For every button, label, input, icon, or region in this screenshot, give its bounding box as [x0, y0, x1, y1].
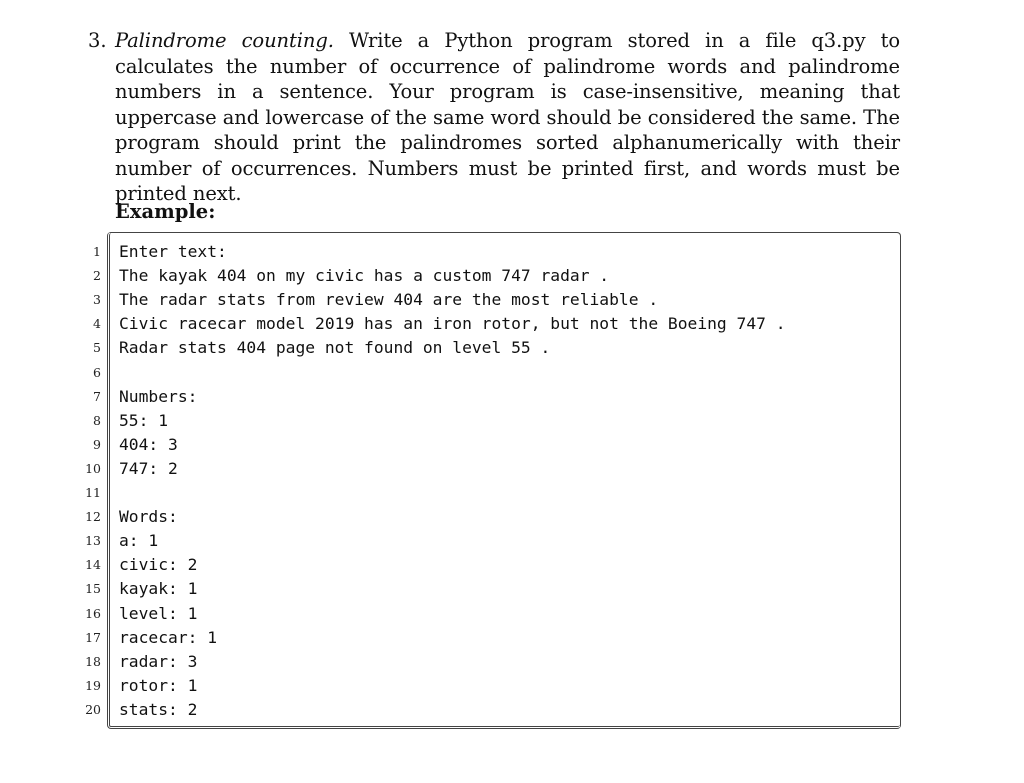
- code-text: racecar: 1: [119, 627, 218, 647]
- line-number: 5: [93, 340, 101, 356]
- line-number: 11: [85, 485, 101, 500]
- code-text: radar: 3: [119, 651, 198, 671]
- code-text: 747: 2: [119, 458, 178, 478]
- code-text: Enter text:: [119, 242, 227, 261]
- code-line: [93, 361, 900, 385]
- question-paragraph: [88, 28, 900, 207]
- code-text: Radar stats 404 page not found on level 55 .: [119, 338, 551, 358]
- code-line: [93, 385, 900, 409]
- line-number: 8: [93, 412, 101, 428]
- code-line: [85, 650, 900, 674]
- code-text: The radar stats from review 404 are the most reliable .: [119, 290, 659, 310]
- code-line: [93, 240, 900, 264]
- code-line: [93, 409, 900, 433]
- code-line: [85, 698, 900, 722]
- question-title: Palindrome counting.: [115, 29, 334, 52]
- line-number: 4: [93, 316, 101, 332]
- code-line: [93, 288, 900, 312]
- code-text: kayak: 1: [119, 579, 198, 599]
- line-number: 13: [85, 533, 101, 549]
- code-text: Civic racecar model 2019 has an iron rotor, but not the Boeing 747 .: [119, 314, 786, 334]
- code-line: [85, 529, 900, 553]
- line-number: 1: [93, 244, 101, 259]
- code-line: [85, 553, 900, 577]
- code-line: [85, 457, 900, 481]
- code-text: civic: 2: [119, 555, 198, 575]
- code-text: stats: 2: [119, 699, 198, 719]
- code-line: [85, 602, 900, 626]
- line-number: 18: [85, 653, 101, 669]
- code-text: 404: 3: [119, 434, 178, 454]
- line-number: 19: [85, 677, 101, 693]
- line-number: 12: [85, 509, 101, 525]
- line-number: 9: [93, 436, 101, 452]
- example-heading: Example:: [115, 200, 216, 223]
- line-number: 10: [85, 460, 101, 476]
- line-number: 20: [85, 701, 101, 717]
- code-line: [85, 577, 900, 601]
- line-number: 14: [85, 557, 101, 573]
- code-text: Numbers:: [119, 386, 198, 406]
- code-line: [85, 626, 900, 650]
- code-line: [85, 505, 900, 529]
- question-body: Write a Python program stored in a file q3.py to calculates the number of occurrence of palindrome words and palindrome numbers in a sentence. Your program is case-insensitive, meaning that uppercase and lowercase of the same word should be considered the same. The program should print the palindromes sorted alphanumerically with their number of occurrences. Numbers must be printed first, and words must be printed next.: [115, 29, 900, 205]
- code-text: Words:: [119, 507, 178, 527]
- code-line: [93, 336, 900, 360]
- code-line: [93, 433, 900, 457]
- line-number: 15: [85, 581, 101, 597]
- line-number: 2: [93, 268, 101, 284]
- question-text: [115, 28, 900, 207]
- code-text: The kayak 404 on my civic has a custom 747 radar .: [119, 266, 610, 286]
- line-number: 7: [93, 388, 101, 404]
- code-line: [93, 264, 900, 288]
- code-line: [85, 481, 900, 505]
- line-number: 3: [93, 292, 101, 308]
- line-number: 17: [85, 629, 101, 645]
- code-text: rotor: 1: [119, 675, 198, 695]
- question-number: 3.: [88, 29, 107, 52]
- line-number: 16: [85, 605, 101, 621]
- code-text: level: 1: [119, 603, 198, 623]
- code-text: 55: 1: [119, 410, 169, 430]
- code-line: [93, 312, 900, 336]
- code-text: a: 1: [119, 531, 159, 551]
- code-line: [85, 674, 900, 698]
- line-number: 6: [93, 364, 101, 380]
- code-listing: [85, 232, 901, 729]
